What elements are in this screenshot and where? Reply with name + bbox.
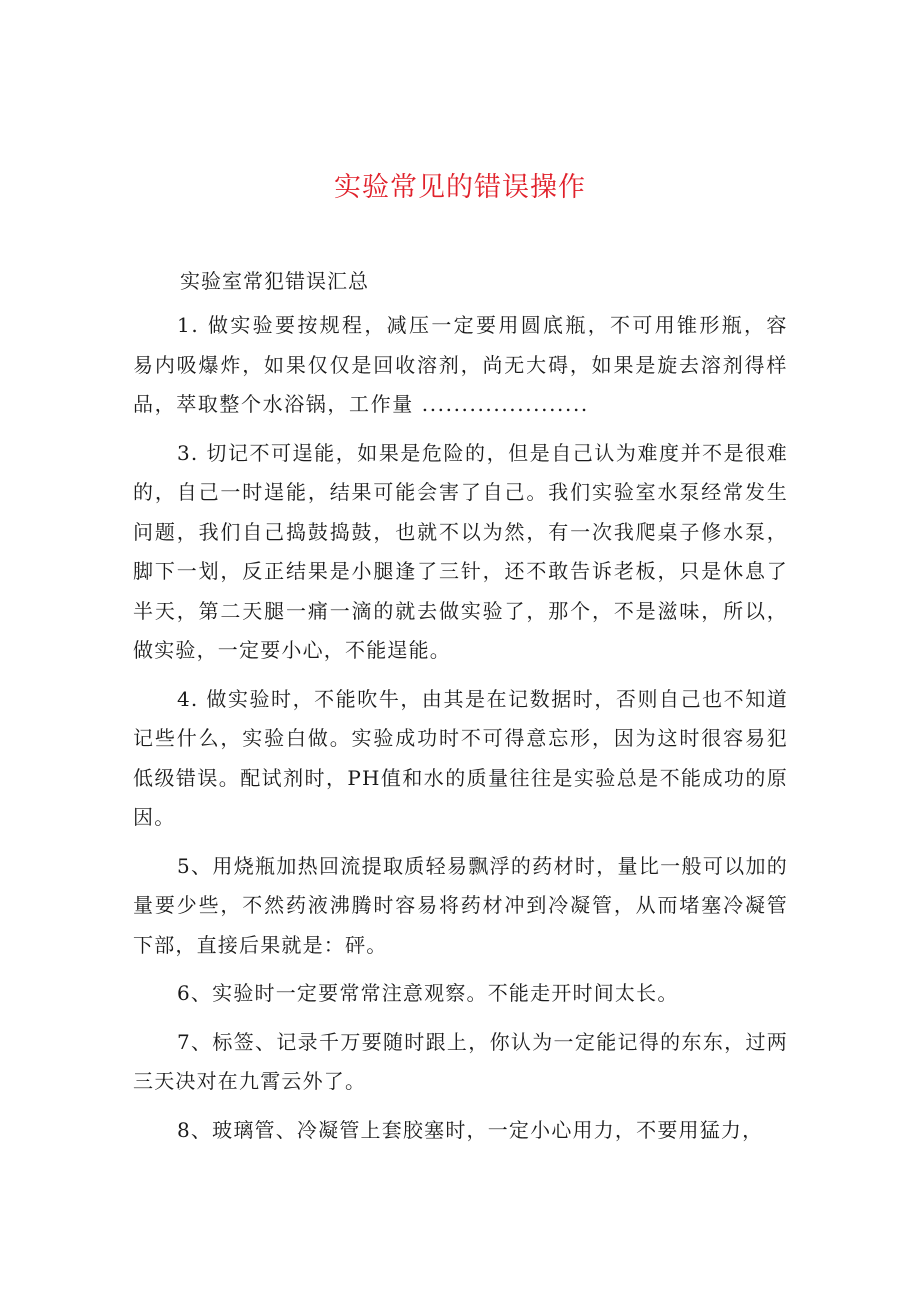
document-body [133,306,788,1159]
paragraph-5: 5、用烧瓶加热回流提取质轻易飘浮的药材时，量比一般可以加的量要少些，不然药液沸腾时容易将药材冲到冷凝管，从而堵塞冷凝管下部，直接后果就是：砰。 [133,853,788,957]
document-title: 实验常见的错误操作 [334,172,586,203]
paragraph-8: 8、玻璃管、冷凝管上套胶塞时，一定小心用力，不要用猛力， [177,1117,764,1142]
paragraph-1: 1. 做实验要按规程，减压一定要用圆底瓶，不可用锥形瓶，容易内吸爆炸，如果仅仅是回收溶剂，尚无大碍，如果是旋去溶剂得样品，萃取整个水浴锅，工作量 ..................... [133,313,788,416]
document-subtitle: 实验室常犯错误汇总 [180,269,369,293]
paragraph-7: 7、标签、记录千万要随时跟上，你认为一定能记得的东东，过两三天决对在九霄云外了。 [133,1029,788,1093]
paragraph-6: 6、实验时一定要常常注意观察。不能走开时间太长。 [177,981,679,1005]
paragraph-3: 3. 切记不可逞能，如果是危险的，但是自己认为难度并不是很难的，自己一时逞能，结果可能会害了自己。我们实验室水泵经常发生问题，我们自己捣鼓捣鼓，也就不以为然，有一次我爬桌子修水泵，脚下一划，反正结果是小腿逢了三针，还不敢告诉老板，只是休息了半天，第二天腿一痛一滴的就去做实验了，那个，不是滋味，所以，做实验，一定要小心，不能逞能。 [133,440,788,662]
paragraph-4: 4. 做实验时，不能吹牛，由其是在记数据时，否则自己也不知道记些什么，实验白做。实验成功时不可得意忘形，因为这时很容易犯低级错误。配试剂时，PH值和水的质量往往是实验总是不能成功的原因。 [133,686,788,829]
